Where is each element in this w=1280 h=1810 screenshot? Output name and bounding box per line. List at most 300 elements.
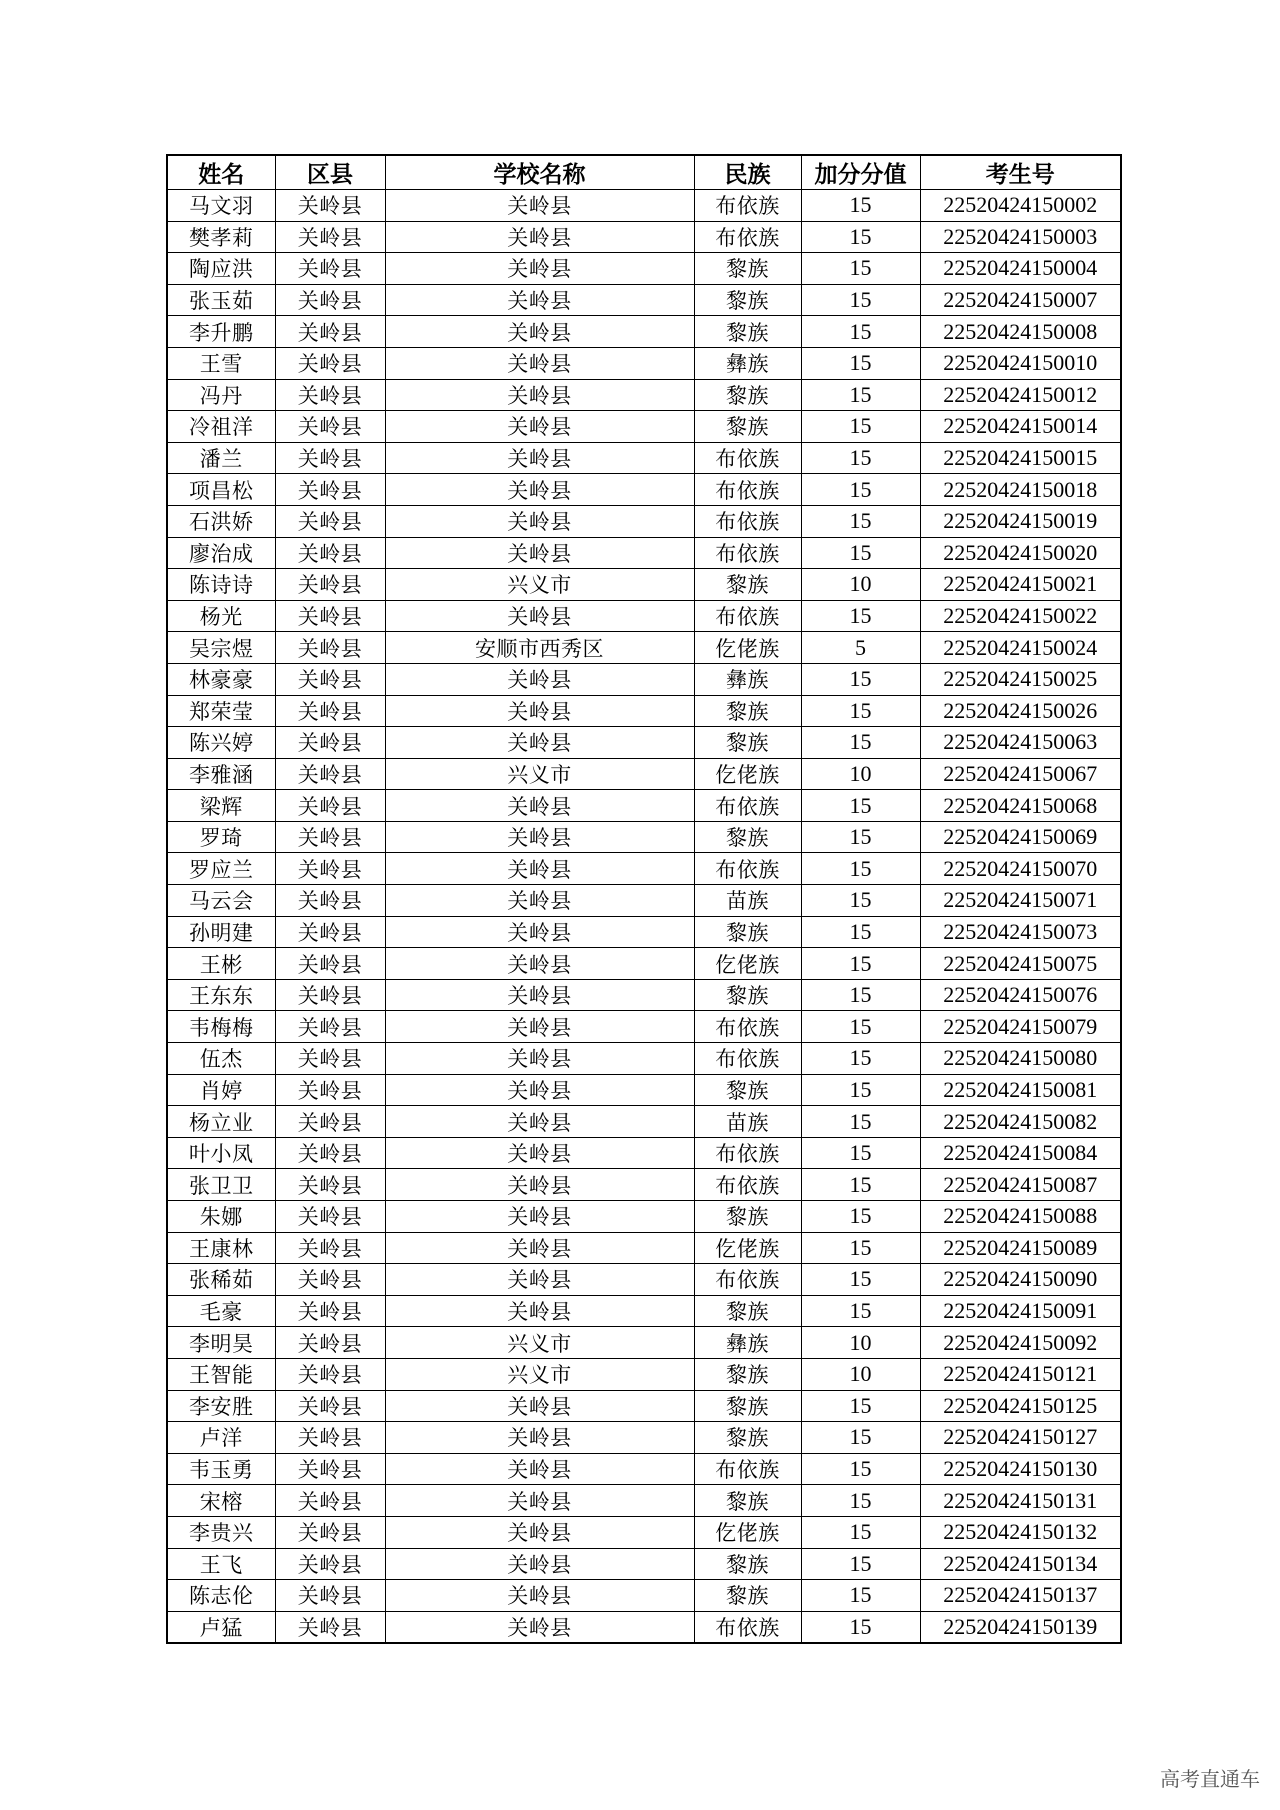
table-row	[167, 600, 1121, 632]
cell-county: 关岭县	[275, 190, 385, 222]
cell-name: 王彬	[167, 948, 275, 980]
header-exam-id: 考生号	[920, 155, 1121, 190]
cell-bonus: 15	[801, 442, 920, 474]
cell-county: 关岭县	[275, 253, 385, 285]
cell-county: 关岭县	[275, 821, 385, 853]
cell-bonus: 15	[801, 1074, 920, 1106]
cell-bonus: 15	[801, 1548, 920, 1580]
cell-bonus: 15	[801, 1011, 920, 1043]
cell-bonus: 15	[801, 537, 920, 569]
cell-name: 陈兴婷	[167, 727, 275, 759]
cell-exam-id: 22520424150002	[920, 190, 1121, 222]
table-row	[167, 1106, 1121, 1138]
cell-name: 王东东	[167, 979, 275, 1011]
cell-name: 王康林	[167, 1232, 275, 1264]
cell-name: 杨光	[167, 600, 275, 632]
cell-name: 冯丹	[167, 379, 275, 411]
cell-name: 陈诗诗	[167, 569, 275, 601]
table-row	[167, 1516, 1121, 1548]
cell-name: 樊孝莉	[167, 221, 275, 253]
cell-name: 林豪豪	[167, 663, 275, 695]
table-row	[167, 316, 1121, 348]
header-ethnicity: 民族	[694, 155, 801, 190]
cell-school: 关岭县	[385, 1485, 694, 1517]
cell-school: 关岭县	[385, 1106, 694, 1138]
cell-county: 关岭县	[275, 1011, 385, 1043]
cell-school: 关岭县	[385, 853, 694, 885]
cell-county: 关岭县	[275, 1390, 385, 1422]
cell-name: 王雪	[167, 347, 275, 379]
cell-county: 关岭县	[275, 569, 385, 601]
cell-school: 关岭县	[385, 948, 694, 980]
cell-exam-id: 22520424150137	[920, 1580, 1121, 1612]
cell-county: 关岭县	[275, 1043, 385, 1075]
cell-exam-id: 22520424150127	[920, 1422, 1121, 1454]
cell-county: 关岭县	[275, 1580, 385, 1612]
cell-ethnicity: 黎族	[694, 379, 801, 411]
cell-school: 关岭县	[385, 821, 694, 853]
cell-school: 关岭县	[385, 284, 694, 316]
cell-name: 马云会	[167, 885, 275, 917]
cell-county: 关岭县	[275, 1327, 385, 1359]
header-name: 姓名	[167, 155, 275, 190]
cell-exam-id: 22520424150130	[920, 1453, 1121, 1485]
cell-county: 关岭县	[275, 1548, 385, 1580]
table-row	[167, 1390, 1121, 1422]
cell-school: 关岭县	[385, 1295, 694, 1327]
cell-exam-id: 22520424150010	[920, 347, 1121, 379]
header-bonus: 加分分值	[801, 155, 920, 190]
cell-ethnicity: 黎族	[694, 821, 801, 853]
cell-county: 关岭县	[275, 1074, 385, 1106]
cell-school: 关岭县	[385, 790, 694, 822]
table-row	[167, 190, 1121, 222]
cell-ethnicity: 黎族	[694, 1074, 801, 1106]
cell-name: 梁辉	[167, 790, 275, 822]
cell-exam-id: 22520424150008	[920, 316, 1121, 348]
cell-exam-id: 22520424150025	[920, 663, 1121, 695]
cell-exam-id: 22520424150125	[920, 1390, 1121, 1422]
cell-exam-id: 22520424150020	[920, 537, 1121, 569]
cell-ethnicity: 黎族	[694, 979, 801, 1011]
cell-bonus: 15	[801, 695, 920, 727]
cell-exam-id: 22520424150004	[920, 253, 1121, 285]
cell-school: 关岭县	[385, 1422, 694, 1454]
cell-exam-id: 22520424150026	[920, 695, 1121, 727]
cell-school: 关岭县	[385, 1611, 694, 1643]
cell-school: 关岭县	[385, 442, 694, 474]
cell-ethnicity: 布依族	[694, 1264, 801, 1296]
cell-county: 关岭县	[275, 632, 385, 664]
cell-county: 关岭县	[275, 758, 385, 790]
cell-ethnicity: 黎族	[694, 1485, 801, 1517]
cell-ethnicity: 仡佬族	[694, 758, 801, 790]
cell-bonus: 15	[801, 253, 920, 285]
table-header-row	[167, 155, 1121, 190]
cell-bonus: 15	[801, 1516, 920, 1548]
cell-bonus: 10	[801, 1358, 920, 1390]
cell-exam-id: 22520424150087	[920, 1169, 1121, 1201]
cell-bonus: 15	[801, 853, 920, 885]
cell-ethnicity: 布依族	[694, 537, 801, 569]
cell-county: 关岭县	[275, 284, 385, 316]
table-row	[167, 1295, 1121, 1327]
cell-bonus: 10	[801, 1327, 920, 1359]
cell-bonus: 15	[801, 411, 920, 443]
cell-ethnicity: 黎族	[694, 569, 801, 601]
cell-school: 关岭县	[385, 474, 694, 506]
cell-ethnicity: 黎族	[694, 1548, 801, 1580]
cell-exam-id: 22520424150014	[920, 411, 1121, 443]
table-row	[167, 853, 1121, 885]
cell-bonus: 15	[801, 379, 920, 411]
cell-bonus: 15	[801, 821, 920, 853]
cell-exam-id: 22520424150134	[920, 1548, 1121, 1580]
cell-name: 肖婷	[167, 1074, 275, 1106]
cell-county: 关岭县	[275, 695, 385, 727]
cell-name: 杨立业	[167, 1106, 275, 1138]
cell-school: 关岭县	[385, 1516, 694, 1548]
table-row	[167, 1201, 1121, 1233]
cell-school: 关岭县	[385, 1232, 694, 1264]
cell-county: 关岭县	[275, 916, 385, 948]
cell-school: 关岭县	[385, 1074, 694, 1106]
cell-exam-id: 22520424150139	[920, 1611, 1121, 1643]
cell-county: 关岭县	[275, 1485, 385, 1517]
cell-ethnicity: 布依族	[694, 1137, 801, 1169]
cell-bonus: 15	[801, 1580, 920, 1612]
cell-exam-id: 22520424150075	[920, 948, 1121, 980]
cell-exam-id: 22520424150132	[920, 1516, 1121, 1548]
cell-school: 关岭县	[385, 916, 694, 948]
table-row	[167, 1327, 1121, 1359]
cell-exam-id: 22520424150079	[920, 1011, 1121, 1043]
cell-bonus: 15	[801, 663, 920, 695]
cell-exam-id: 22520424150022	[920, 600, 1121, 632]
cell-ethnicity: 黎族	[694, 727, 801, 759]
cell-name: 项昌松	[167, 474, 275, 506]
cell-name: 王智能	[167, 1358, 275, 1390]
cell-exam-id: 22520424150090	[920, 1264, 1121, 1296]
cell-county: 关岭县	[275, 853, 385, 885]
cell-bonus: 15	[801, 474, 920, 506]
cell-name: 李升鹏	[167, 316, 275, 348]
cell-name: 韦玉勇	[167, 1453, 275, 1485]
table-row	[167, 1422, 1121, 1454]
cell-ethnicity: 彝族	[694, 347, 801, 379]
cell-ethnicity: 布依族	[694, 505, 801, 537]
cell-county: 关岭县	[275, 379, 385, 411]
cell-school: 关岭县	[385, 663, 694, 695]
cell-ethnicity: 黎族	[694, 1422, 801, 1454]
cell-exam-id: 22520424150076	[920, 979, 1121, 1011]
cell-school: 关岭县	[385, 727, 694, 759]
cell-ethnicity: 布依族	[694, 1611, 801, 1643]
cell-exam-id: 22520424150067	[920, 758, 1121, 790]
cell-county: 关岭县	[275, 979, 385, 1011]
cell-bonus: 15	[801, 790, 920, 822]
cell-school: 关岭县	[385, 411, 694, 443]
cell-exam-id: 22520424150121	[920, 1358, 1121, 1390]
cell-exam-id: 22520424150092	[920, 1327, 1121, 1359]
cell-school: 关岭县	[385, 885, 694, 917]
cell-name: 潘兰	[167, 442, 275, 474]
cell-bonus: 15	[801, 221, 920, 253]
cell-school: 关岭县	[385, 979, 694, 1011]
cell-ethnicity: 黎族	[694, 411, 801, 443]
cell-ethnicity: 布依族	[694, 1169, 801, 1201]
cell-county: 关岭县	[275, 1422, 385, 1454]
cell-county: 关岭县	[275, 411, 385, 443]
table-row	[167, 979, 1121, 1011]
table-row	[167, 916, 1121, 948]
cell-bonus: 15	[801, 1422, 920, 1454]
cell-county: 关岭县	[275, 600, 385, 632]
cell-county: 关岭县	[275, 885, 385, 917]
cell-county: 关岭县	[275, 663, 385, 695]
cell-bonus: 15	[801, 1232, 920, 1264]
cell-exam-id: 22520424150012	[920, 379, 1121, 411]
cell-ethnicity: 布依族	[694, 442, 801, 474]
table-row	[167, 1011, 1121, 1043]
table-row	[167, 1137, 1121, 1169]
cell-ethnicity: 苗族	[694, 1106, 801, 1138]
cell-bonus: 15	[801, 1264, 920, 1296]
cell-ethnicity: 黎族	[694, 253, 801, 285]
table-row	[167, 821, 1121, 853]
cell-name: 张稀茹	[167, 1264, 275, 1296]
table-row	[167, 695, 1121, 727]
cell-exam-id: 22520424150007	[920, 284, 1121, 316]
cell-bonus: 15	[801, 979, 920, 1011]
table-row	[167, 569, 1121, 601]
cell-name: 伍杰	[167, 1043, 275, 1075]
cell-name: 吴宗煜	[167, 632, 275, 664]
table-row	[167, 790, 1121, 822]
cell-county: 关岭县	[275, 790, 385, 822]
cell-county: 关岭县	[275, 505, 385, 537]
cell-name: 韦梅梅	[167, 1011, 275, 1043]
table-row	[167, 505, 1121, 537]
cell-ethnicity: 黎族	[694, 316, 801, 348]
cell-county: 关岭县	[275, 1137, 385, 1169]
cell-school: 关岭县	[385, 1137, 694, 1169]
cell-school: 关岭县	[385, 505, 694, 537]
table-row	[167, 663, 1121, 695]
table-row	[167, 1485, 1121, 1517]
cell-exam-id: 22520424150021	[920, 569, 1121, 601]
cell-ethnicity: 黎族	[694, 916, 801, 948]
cell-name: 石洪娇	[167, 505, 275, 537]
cell-exam-id: 22520424150071	[920, 885, 1121, 917]
cell-ethnicity: 黎族	[694, 1201, 801, 1233]
table-row	[167, 1169, 1121, 1201]
cell-bonus: 15	[801, 1043, 920, 1075]
table-row	[167, 1453, 1121, 1485]
cell-bonus: 15	[801, 1295, 920, 1327]
cell-exam-id: 22520424150082	[920, 1106, 1121, 1138]
cell-name: 李明昊	[167, 1327, 275, 1359]
cell-bonus: 5	[801, 632, 920, 664]
cell-exam-id: 22520424150015	[920, 442, 1121, 474]
cell-county: 关岭县	[275, 1106, 385, 1138]
cell-exam-id: 22520424150069	[920, 821, 1121, 853]
cell-county: 关岭县	[275, 474, 385, 506]
cell-ethnicity: 黎族	[694, 1358, 801, 1390]
cell-school: 兴义市	[385, 1327, 694, 1359]
cell-school: 安顺市西秀区	[385, 632, 694, 664]
cell-school: 关岭县	[385, 221, 694, 253]
cell-name: 张玉茹	[167, 284, 275, 316]
table-row	[167, 474, 1121, 506]
header-school: 学校名称	[385, 155, 694, 190]
table-row	[167, 347, 1121, 379]
cell-school: 关岭县	[385, 600, 694, 632]
cell-county: 关岭县	[275, 1264, 385, 1296]
table-row	[167, 885, 1121, 917]
cell-school: 兴义市	[385, 1358, 694, 1390]
cell-ethnicity: 布依族	[694, 221, 801, 253]
cell-name: 卢猛	[167, 1611, 275, 1643]
cell-name: 冷祖洋	[167, 411, 275, 443]
cell-exam-id: 22520424150070	[920, 853, 1121, 885]
cell-name: 叶小凤	[167, 1137, 275, 1169]
cell-name: 王飞	[167, 1548, 275, 1580]
cell-ethnicity: 彝族	[694, 1327, 801, 1359]
cell-county: 关岭县	[275, 1611, 385, 1643]
header-county: 区县	[275, 155, 385, 190]
cell-name: 陈志伦	[167, 1580, 275, 1612]
cell-school: 关岭县	[385, 1453, 694, 1485]
table-row	[167, 758, 1121, 790]
table-row	[167, 727, 1121, 759]
cell-ethnicity: 黎族	[694, 1580, 801, 1612]
cell-county: 关岭县	[275, 1169, 385, 1201]
table-row	[167, 1043, 1121, 1075]
table-row	[167, 1580, 1121, 1612]
cell-bonus: 15	[801, 948, 920, 980]
cell-bonus: 15	[801, 1390, 920, 1422]
cell-school: 关岭县	[385, 1011, 694, 1043]
cell-name: 郑荣莹	[167, 695, 275, 727]
cell-bonus: 15	[801, 916, 920, 948]
cell-ethnicity: 布依族	[694, 1011, 801, 1043]
cell-county: 关岭县	[275, 727, 385, 759]
cell-exam-id: 22520424150091	[920, 1295, 1121, 1327]
cell-ethnicity: 仡佬族	[694, 632, 801, 664]
cell-county: 关岭县	[275, 442, 385, 474]
cell-school: 关岭县	[385, 253, 694, 285]
cell-ethnicity: 布依族	[694, 790, 801, 822]
cell-exam-id: 22520424150131	[920, 1485, 1121, 1517]
cell-school: 关岭县	[385, 537, 694, 569]
table-row	[167, 284, 1121, 316]
cell-exam-id: 22520424150018	[920, 474, 1121, 506]
cell-bonus: 15	[801, 284, 920, 316]
cell-name: 李安胜	[167, 1390, 275, 1422]
cell-school: 关岭县	[385, 1201, 694, 1233]
cell-school: 兴义市	[385, 758, 694, 790]
cell-school: 关岭县	[385, 1390, 694, 1422]
cell-name: 李雅涵	[167, 758, 275, 790]
watermark: 高考直通车	[1160, 1767, 1260, 1791]
cell-exam-id: 22520424150088	[920, 1201, 1121, 1233]
cell-school: 关岭县	[385, 190, 694, 222]
cell-name: 罗琦	[167, 821, 275, 853]
cell-ethnicity: 布依族	[694, 853, 801, 885]
cell-bonus: 15	[801, 505, 920, 537]
cell-ethnicity: 仡佬族	[694, 1516, 801, 1548]
cell-school: 关岭县	[385, 695, 694, 727]
cell-name: 李贵兴	[167, 1516, 275, 1548]
cell-county: 关岭县	[275, 1516, 385, 1548]
cell-name: 毛豪	[167, 1295, 275, 1327]
cell-exam-id: 22520424150081	[920, 1074, 1121, 1106]
table-row	[167, 948, 1121, 980]
cell-school: 关岭县	[385, 316, 694, 348]
cell-county: 关岭县	[275, 1295, 385, 1327]
table-row	[167, 1358, 1121, 1390]
cell-exam-id: 22520424150080	[920, 1043, 1121, 1075]
table-row	[167, 411, 1121, 443]
cell-bonus: 10	[801, 758, 920, 790]
cell-name: 马文羽	[167, 190, 275, 222]
table-row	[167, 1548, 1121, 1580]
cell-county: 关岭县	[275, 1453, 385, 1485]
bonus-points-table	[166, 154, 1122, 1644]
cell-ethnicity: 布依族	[694, 1043, 801, 1075]
cell-ethnicity: 黎族	[694, 1295, 801, 1327]
cell-bonus: 15	[801, 885, 920, 917]
cell-ethnicity: 仡佬族	[694, 948, 801, 980]
table-row	[167, 253, 1121, 285]
cell-name: 廖治成	[167, 537, 275, 569]
cell-school: 关岭县	[385, 1043, 694, 1075]
table-row	[167, 1074, 1121, 1106]
cell-bonus: 15	[801, 600, 920, 632]
cell-bonus: 15	[801, 1106, 920, 1138]
cell-name: 孙明建	[167, 916, 275, 948]
cell-bonus: 15	[801, 190, 920, 222]
table-row	[167, 221, 1121, 253]
cell-county: 关岭县	[275, 948, 385, 980]
cell-name: 朱娜	[167, 1201, 275, 1233]
cell-school: 关岭县	[385, 379, 694, 411]
table-row	[167, 1611, 1121, 1643]
cell-bonus: 15	[801, 316, 920, 348]
cell-bonus: 15	[801, 727, 920, 759]
cell-school: 关岭县	[385, 1264, 694, 1296]
cell-ethnicity: 黎族	[694, 284, 801, 316]
cell-county: 关岭县	[275, 1358, 385, 1390]
cell-ethnicity: 仡佬族	[694, 1232, 801, 1264]
cell-school: 关岭县	[385, 347, 694, 379]
cell-name: 张卫卫	[167, 1169, 275, 1201]
cell-ethnicity: 苗族	[694, 885, 801, 917]
cell-ethnicity: 布依族	[694, 600, 801, 632]
cell-bonus: 15	[801, 1611, 920, 1643]
cell-exam-id: 22520424150063	[920, 727, 1121, 759]
cell-exam-id: 22520424150084	[920, 1137, 1121, 1169]
cell-school: 关岭县	[385, 1580, 694, 1612]
cell-county: 关岭县	[275, 1201, 385, 1233]
table-row	[167, 379, 1121, 411]
cell-county: 关岭县	[275, 1232, 385, 1264]
cell-name: 罗应兰	[167, 853, 275, 885]
cell-ethnicity: 彝族	[694, 663, 801, 695]
cell-exam-id: 22520424150003	[920, 221, 1121, 253]
cell-ethnicity: 黎族	[694, 1390, 801, 1422]
